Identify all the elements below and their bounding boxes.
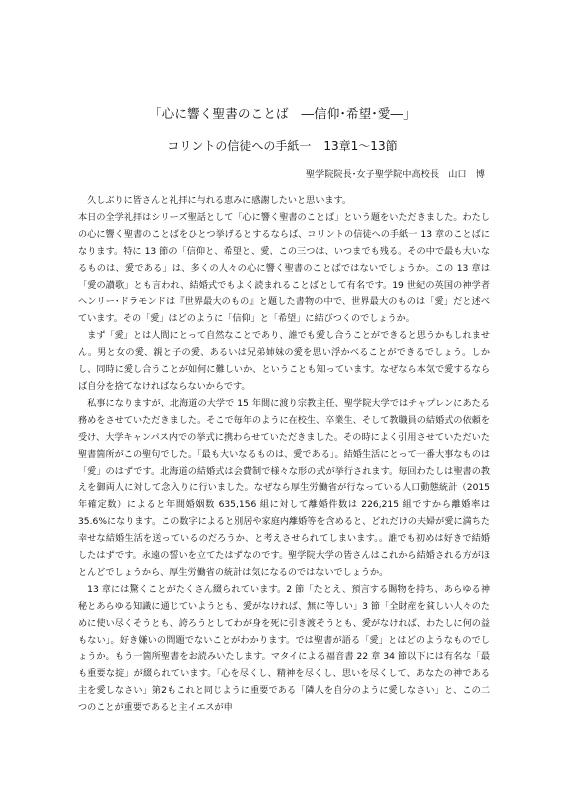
author-line: 聖学院院長･女子聖学院中高校長 山口 博 [305, 169, 485, 180]
paragraph-introduction: 本日の全学礼拝はシリーズ聖話として「心に響く聖書のことば」という題をいただきました。わたしの心に響く聖書のことばをひとつ挙げるとするならば、コリントの信徒への手紙一 13 章のことばになります。特に 13 節の「信仰と、希望と、愛、この三つは、いつまでも残る。その中で最も大いなるものは、愛である」は、多くの人々の心に響く聖書のことばではないでしょうか。この 13 章は「愛の讃歌」とも言われ、結婚式でもよく読まれることばとして有名です。19 世紀の英国の神学者ヘンリー･ドラモンドは『世界最大のもの』と題した書物の中で、世界最大のものは「愛」だと述べています。その「愛」はどのように「信仰」と「希望」に結びつくのでしょうか。 [78, 212, 490, 325]
document-title: 「心に響く聖書のことば ―信仰･希望･愛―」 [149, 106, 416, 121]
paragraph-love-nature: まず「愛」とは人間にとって自然なことであり、誰でも愛し合うことができると思うかもしれません。男と女の愛、親と子の愛、あるいは兄弟姉妹の愛を思い浮かべることができるでしょう。しかし、同時に愛し合うことが如何に難しいか、ということも知っています。なぜなら本気で愛するならば自分を捨てなければならないからです。 [78, 331, 490, 392]
document-subtitle: コリントの信徒への手紙一 13章1～13節 [167, 139, 398, 153]
paragraph-greeting: 久しぶりに皆さんと礼拝に与れる恵みに感謝したいと思います。 [87, 196, 352, 206]
paragraph-personal-experience: 私事になりますが、北海道の大学で 15 年間に渡り宗教主任、聖学院大学ではチャプレンにあたる務めをさせていただきました。そこで毎年のように在校生、卒業生、そして教職員の結婚式の依頼を受け、大学キャンパス内での挙式に携わらせていただきました。その時によく引用させていただいた聖書箇所がこの聖句でした。「最も大いなるものは、愛である」。結婚生活にとって一番大事なものは「愛」のはずです。北海道の結婚式は会費制で様々な形の式が挙行されます。毎回わたしは聖書の教えを御両人に対して念入りに行いました。なぜなら厚生労働省が行なっている人口動態統計（2015 年確定数）によると年間婚姻数 635,156 組に対して離婚件数は 226,215 組ですから離婚率は 35.6%になります。この数字によると別居や家庭内離婚等を含めると、どれだけの夫婦が愛に満ちた幸せな結婚生活を送っているのだろうか、と考えさせられてしまいます。。誰でも初めは好きで結婚したはずです。永遠の誓いを立てたはずなのです。聖学院大学の皆さんはこれから結婚される方がほとんどでしょうから、厚生労働省の統計は気になるのではないでしょうか。 [78, 398, 490, 578]
document-body [78, 193, 490, 717]
paragraph-chapter-13: 13 章には驚くことがたくさん綴られています。2 節「たとえ、預言する賜物を持ち、あらゆる神秘とあらゆる知識に通じていようとも、愛がなければ、無に等しい」3 節「全財産を貧しい人々のために使い尽くそうとも、誇ろうとしてわが身を死に引き渡そうとも、愛がなければ、わたしに何の益もない」。好き嫌いの問題でないことがわかります。では聖書が語る「愛」とはどのようなものでしょうか。もう一箇所聖書をお読みいたします。マタイによる福音書 22 章 34 節以下には有名な「最も重要な掟」が綴られています。「心を尽くし、精神を尽くし、思いを尽くして、あなたの神である主を愛しなさい」第2もこれと同じように重要である「隣人を自分のように愛しなさい」と、この二つのことが重要であると主イエスが申 [78, 584, 490, 714]
